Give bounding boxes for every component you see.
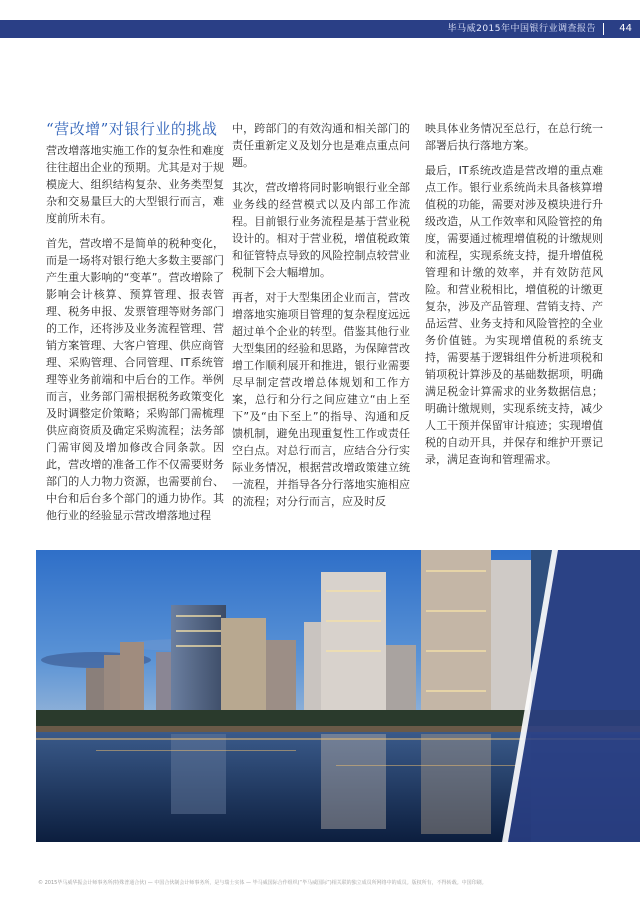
paragraph: 再者，对于大型集团企业而言，营改增落地实施项目管理的复杂程度远远超过单个企业的转型。借鉴其他行业大型集团的经验和思路，为保障营改增工作顺利展开和推进，银行业需要尽早制定营改增总体规划和工作方案，总行和分行之间应建立“由上至下”及“由下至上”的指导、沟通和反馈机制，避免出现重复性工作或责任空白点。对总行而言，应结合分行实际业务情况，根据营改增政策建立统一流程，并指导各分行落地实施相应的流程；对分行而言，应及时反 xyxy=(232,291,410,508)
header-band xyxy=(0,20,640,38)
article-column-3 xyxy=(425,120,603,476)
paragraph: 最后，IT系统改造是营改增的重点难点工作。银行业系统尚未具备核算增值税的功能，需要对涉及模块进行升级改造，从工作效率和风险管控的角度，需要通过梳理增值税的计缴规则和流程，实现系统支持，提升增值税管理和计缴的效率，并有效防范风险。和营业税相比，增值税的计缴更复杂，涉及产品管理、营销支持、产品运营、业务支持和风险管控的全业务价值链。为实现增值税的系统支持，需要基于逻辑组件分析进项税和销项税计算涉及的基础数据项，明确满足税金计算需求的业务数据信息；明确计缴规则，实现系统支持，减少人工干预并保留审计痕迹；实现增值税的自动开具，并保存和维护开票记录，满足查询和管理需求。 xyxy=(425,164,603,466)
paragraph: 其次，营改增将同时影响银行业全部业务线的经营模式以及内部工作流程。目前银行业务流程是基于营业税设计的。相对于营业税，增值税政策和征管特点导致的风险控制点较营业税制下会大幅增加。 xyxy=(232,181,410,279)
section-title: “营改增”对银行业的挑战 xyxy=(46,120,218,138)
footer-copyright: © 2015毕马威华振会计师事务所(特殊普通合伙) — 中国合伙制会计师事务所，是与瑞士实体 — 毕马威国际合作组织(“毕马威国际”)相关联的独立成员所网络中的成员。版权所有，不得转载。中国印刷。 xyxy=(38,880,487,886)
report-title: 毕马威2015年中国银行业调查报告 xyxy=(447,24,596,34)
paragraph: 营改增落地实施工作的复杂性和难度往往超出企业的预期。尤其是对于规模庞大、组织结构复杂、业务类型复杂和交易量巨大的大型银行而言，难度前所未有。 xyxy=(46,144,224,225)
paragraph: 映具体业务情况至总行，在总行统一部署后执行落地方案。 xyxy=(425,122,603,152)
paragraph: 中，跨部门的有效沟通和相关部门的责任重新定义及划分也是难点重点问题。 xyxy=(232,122,410,169)
header-divider xyxy=(603,23,604,35)
page-number: 44 xyxy=(619,23,632,34)
article-column-2 xyxy=(232,120,410,518)
city-skyline-photo xyxy=(36,550,640,842)
article-column-1 xyxy=(46,118,224,532)
paragraph: 首先，营改增不是简单的税种变化，而是一场将对银行绝大多数主要部门产生重大影响的“变革”。营改增除了影响会计核算、预算管理、报表管理、税务申报、发票管理等财务部门的工作，还将涉及业务流程管理、营销方案管理、大客户管理、供应商管理、采购管理、合同管理、IT系统管理等业务前端和中后台的工作。举例而言，业务部门需根据税务政策变化及时调整定价策略；采购部门需梳理供应商资质及确定采购流程；法务部门需审阅及增加修改合同条款。因此，营改增的准备工作不仅需要财务部门的人力物力资源，也需要前台、中台和后台多个部门的通力协作。其他行业的经验显示营改增落地过程 xyxy=(46,237,224,522)
